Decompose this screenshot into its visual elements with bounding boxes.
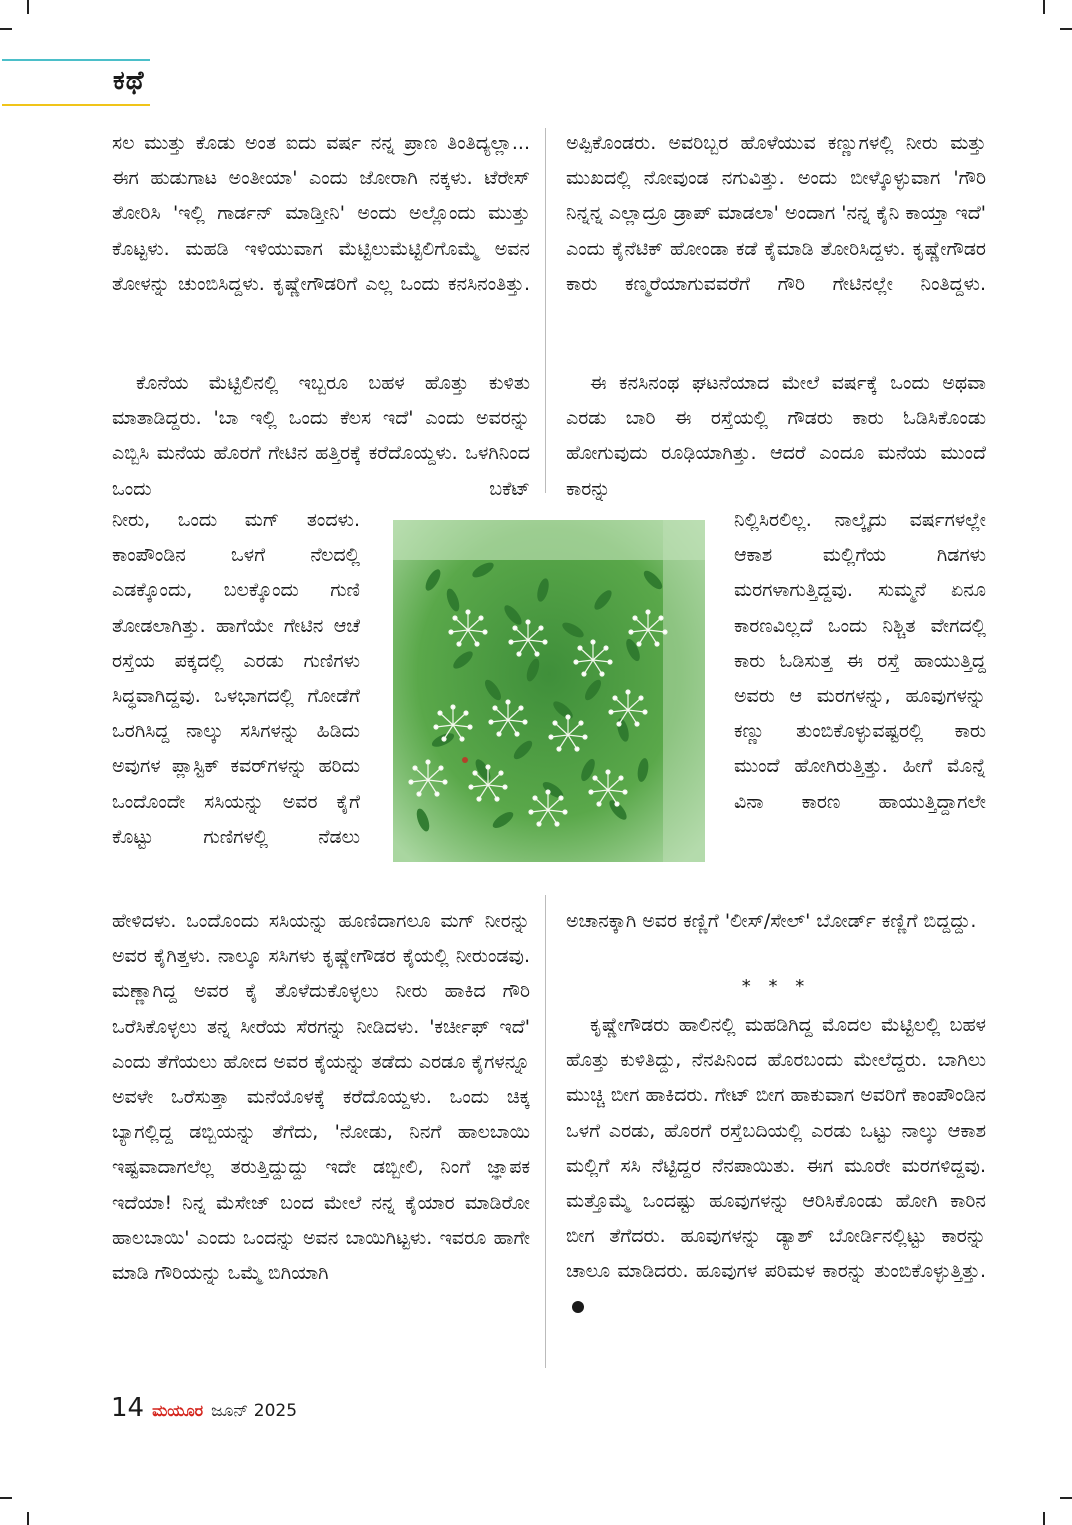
- section-break-stars: * * *: [741, 976, 811, 997]
- crop-mark: [0, 28, 12, 30]
- column-divider: [545, 128, 546, 493]
- end-bullet-icon: [572, 1301, 584, 1313]
- header-rule-top: [2, 59, 150, 61]
- left-column-wrap-text: ನೀರು, ಒಂದು ಮಗ್ ತಂದಳು. ಕಾಂಪೌಂಡಿನ ಒಳಗೆ ನೆಲದಲ್ಲಿ ಎಡಕ್ಕೊಂದು, ಬಲಕ್ಕೊಂದು ಗುಣಿ ತೋಡಲಾಗಿತ್ತು. ಹಾಗೆಯೇ ಗೇಟಿನ ಆಚೆ ರಸ್ತೆಯ ಪಕ್ಕದಲ್ಲಿ ಎರಡು ಗುಣಿಗಳು ಸಿದ್ಧವಾಗಿದ್ದವು. ಒಳಭಾಗದಲ್ಲಿ ಗೋಡೆಗೆ ಒರಗಿಸಿದ್ದ ನಾಲ್ಕು ಸಸಿಗಳನ್ನು ಹಿಡಿದು ಅವುಗಳ ಪ್ಲಾಸ್ಟಿಕ್ ಕವರ್‌ಗಳನ್ನು ಹರಿದು ಒಂದೊಂದೇ ಸಸಿಯನ್ನು ಅವರ ಕೈಗೆ ಕೊಟ್ಟು ಗುಣಿಗಳಲ್ಲಿ ನೆಡಲು: [112, 509, 360, 848]
- left-column-paragraph-2: ಕೊನೆಯ ಮೆಟ್ಟಿಲಿನಲ್ಲಿ ಇಬ್ಬರೂ ಬಹಳ ಹೊತ್ತು ಕುಳಿತು ಮಾತಾಡಿದ್ದರು. 'ಬಾ ಇಲ್ಲಿ ಒಂದು ಕೆಲಸ ಇದೆ' ಎಂದು ಅವರನ್ನು ಎಬ್ಬಿಸಿ ಮನೆಯ ಹೊರಗೆ ಗೇಟಿನ ಹತ್ತಿರಕ್ಕೆ ಕರೆದೊಯ್ದಳು. ಒಳಗಿನಿಂದ ಒಂದು ಬಕೆಟ್: [112, 372, 530, 500]
- header-rule-bottom: [2, 104, 150, 106]
- right-column-wrap-text: ನಿಲ್ಲಿಸಿರಲಿಲ್ಲ. ನಾಲ್ಕೈದು ವರ್ಷಗಳಲ್ಲೇ ಆಕಾಶ ಮಲ್ಲಿಗೆಯ ಗಿಡಗಳು ಮರಗಳಾಗುತ್ತಿದ್ದವು. ಸುಮ್ಮನೆ ಏನೂ ಕಾರಣವಿಲ್ಲದೆ ಒಂದು ನಿಶ್ಚಿತ ವೇಗದಲ್ಲಿ ಕಾರು ಓಡಿಸುತ್ತ ಈ ರಸ್ತೆ ಹಾಯುತ್ತಿದ್ದ ಅವರು ಆ ಮರಗಳನ್ನು, ಹೂವುಗಳನ್ನು ಕಣ್ಣು ತುಂಬಿಕೊಳ್ಳುವಷ್ಟರಲ್ಲಿ ಕಾರು ಮುಂದೆ ಹೋಗಿರುತ್ತಿತ್ತು. ಹೀಗೆ ಮೊನ್ನೆ ವಿನಾ ಕಾರಣ ಹಾಯುತ್ತಿದ್ದಾಗಲೇ: [734, 509, 986, 813]
- magazine-logo: ಮಯೂರ: [152, 1401, 204, 1420]
- crop-mark: [1043, 0, 1045, 14]
- page-number: 14: [111, 1393, 145, 1423]
- left-column-paragraph-1: ಸಲ ಮುತ್ತು ಕೊಡು ಅಂತ ಐದು ವರ್ಷ ನನ್ನ ಪ್ರಾಣ ತಿಂತಿದ್ಯಲ್ಲಾ... ಈಗ ಹುಡುಗಾಟ ಅಂತೀಯಾ' ಎಂದು ಜೋರಾಗಿ ನಕ್ಕಳು. ಟೆರೇಸ್ ತೋರಿಸಿ 'ಇಲ್ಲಿ ಗಾರ್ಡನ್ ಮಾಡ್ತೀನಿ' ಅಂದು ಅಲ್ಲೊಂದು ಮುತ್ತು ಕೊಟ್ಟಳು. ಮಹಡಿ ಇಳಿಯುವಾಗ ಮೆಟ್ಟಿಲುಮೆಟ್ಟಿಲಿಗೊಮ್ಮೆ ಅವನ ತೋಳನ್ನು ಚುಂಬಿಸಿದ್ದಳು. ಕೃಷ್ಣೇಗೌಡರಿಗೆ ಎಲ್ಲ ಒಂದು ಕನಸಿನಂತಿತ್ತು.: [112, 132, 530, 295]
- right-column-paragraph-1: ಅಪ್ಪಿಕೊಂಡರು. ಅವರಿಬ್ಬರ ಹೊಳೆಯುವ ಕಣ್ಣುಗಳಲ್ಲಿ ನೀರು ಮತ್ತು ಮುಖದಲ್ಲಿ ನೋವುಂಡ ನಗುವಿತ್ತು. ಅಂದು ಬೀಳ್ಕೊಳ್ಳುವಾಗ 'ಗೌರಿ ನಿನ್ನನ್ನ ಎಲ್ಲಾದ್ರೂ ಡ್ರಾಪ್ ಮಾಡಲಾ' ಅಂದಾಗ 'ನನ್ನ ಕೈನಿ ಕಾಯ್ತಾ ಇದೆ' ಎಂದು ಕೈನೆಟಿಕ್ ಹೋಂಡಾ ಕಡೆ ಕೈಮಾಡಿ ತೋರಿಸಿದ್ದಳು. ಕೃಷ್ಣೇಗೌಡರ ಕಾರು ಕಣ್ಮರೆಯಾಗುವವರೆಗೆ ಗೌರಿ ಗೇಟಿನಲ್ಲೇ ನಿಂತಿದ್ದಳು.: [566, 132, 986, 295]
- left-column-paragraph-3: ಹೇಳಿದಳು. ಒಂದೊಂದು ಸಸಿಯನ್ನು ಹೂಣಿದಾಗಲೂ ಮಗ್ ನೀರನ್ನು ಅವರ ಕೈಗಿತ್ತಳು. ನಾಲ್ಕೂ ಸಸಿಗಳು ಕೃಷ್ಣೇಗೌಡರ ಕೈಯಲ್ಲಿ ನೀರುಂಡವು. ಮಣ್ಣಾಗಿದ್ದ ಅವರ ಕೈ ತೊಳೆದುಕೊಳ್ಳಲು ನೀರು ಹಾಕಿದ ಗೌರಿ ಒರೆಸಿಕೊಳ್ಳಲು ತನ್ನ ಸೀರೆಯ ಸೆರಗನ್ನು ನೀಡಿದಳು. 'ಕರ್ಚೀಫ್ ಇದೆ' ಎಂದು ತೆಗೆಯಲು ಹೋದ ಅವರ ಕೈಯನ್ನು ತಡೆದು ಎರಡೂ ಕೈಗಳನ್ನೂ ಅವಳೇ ಒರೆಸುತ್ತಾ ಮನೆಯೊಳಕ್ಕೆ ಕರೆದೊಯ್ದಳು. ಒಂದು ಚಿಕ್ಕ ಬ್ಯಾಗಲ್ಲಿದ್ದ ಡಬ್ಬಿಯನ್ನು ತೆಗೆದು, 'ನೋಡು, ನಿನಗೆ ಹಾಲಬಾಯಿ ಇಷ್ಟವಾದಾಗಲೆಲ್ಲ ತರುತ್ತಿದ್ದುದ್ದು ಇದೇ ಡಬ್ಬೀಲಿ, ನಿಂಗೆ ಜ್ಞಾಪಕ ಇದೆಯಾ! ನಿನ್ನ ಮೆಸೇಜ್ ಬಂದ ಮೇಲೆ ನನ್ನ ಕೈಯಾರ ಮಾಡಿರೋ ಹಾಲಬಾಯಿ' ಎಂದು ಒಂದನ್ನು ಅವನ ಬಾಯಿಗಿಟ್ಟಳು. ಇವರೂ ಹಾಗೇ ಮಾಡಿ ಗೌರಿಯನ್ನು ಒಮ್ಮೆ ಬಿಗಿಯಾಗಿ: [112, 910, 530, 1285]
- right-column-paragraph-2: ಈ ಕನಸಿನಂಥ ಘಟನೆಯಾದ ಮೇಲೆ ವರ್ಷಕ್ಕೆ ಒಂದು ಅಥವಾ ಎರಡು ಬಾರಿ ಈ ರಸ್ತೆಯಲ್ಲಿ ಗೌಡರು ಕಾರು ಓಡಿಸಿಕೊಂಡು ಹೋಗುವುದು ರೂಢಿಯಾಗಿತ್ತು. ಆದರೆ ಎಂದೂ ಮನೆಯ ಮುಂದೆ ಕಾರನ್ನು: [566, 372, 986, 500]
- crop-mark: [27, 1512, 29, 1525]
- crop-mark: [0, 1497, 12, 1499]
- crop-mark: [27, 0, 29, 14]
- akasha-mallige-illustration: [393, 520, 705, 862]
- right-column-paragraph-3: ಅಚಾನಕ್ಕಾಗಿ ಅವರ ಕಣ್ಣಿಗೆ 'ಲೀಸ್/ಸೇಲ್' ಬೋರ್ಡ್ ಕಣ್ಣಿಗೆ ಬಿದ್ದದ್ದು.: [566, 910, 977, 932]
- section-title: ಕಥೆ: [113, 66, 145, 96]
- right-column-paragraph-4: [566, 1008, 986, 1325]
- crop-mark: [1060, 28, 1072, 30]
- issue-date: ಜೂನ್ 2025: [211, 1401, 298, 1421]
- crop-mark: [1060, 1497, 1072, 1499]
- column-divider: [545, 895, 546, 1368]
- closing-paragraph-text: ಕೃಷ್ಣೇಗೌಡರು ಹಾಲಿನಲ್ಲಿ ಮಹಡಿಗಿದ್ದ ಮೊದಲ ಮೆಟ್ಟಿಲಲ್ಲಿ ಬಹಳ ಹೊತ್ತು ಕುಳಿತಿದ್ದು, ನೆನಪಿನಿಂದ ಹೊರಬಂದು ಮೇಲೆದ್ದರು. ಬಾಗಿಲು ಮುಚ್ಚಿ ಬೀಗ ಹಾಕಿದರು. ಗೇಟ್ ಬೀಗ ಹಾಕುವಾಗ ಅವರಿಗೆ ಕಾಂಪೌಂಡಿನ ಒಳಗೆ ಎರಡು, ಹೊರಗೆ ರಸ್ತೆಬದಿಯಲ್ಲಿ ಎರಡು ಒಟ್ಟು ನಾಲ್ಕು ಆಕಾಶ ಮಲ್ಲಿಗೆ ಸಸಿ ನೆಟ್ಟಿದ್ದರ ನೆನಪಾಯಿತು. ಈಗ ಮೂರೇ ಮರಗಳಿದ್ದವು. ಮತ್ತೊಮ್ಮೆ ಒಂದಷ್ಟು ಹೂವುಗಳನ್ನು ಆರಿಸಿಕೊಂಡು ಹೋಗಿ ಕಾರಿನ ಬೀಗ ತೆಗೆದರು. ಹೂವುಗಳನ್ನು ಡ್ಯಾಶ್ ಬೋರ್ಡಿನಲ್ಲಿಟ್ಟು ಕಾರನ್ನು ಚಾಲೂ ಮಾಡಿದರು. ಹೂವುಗಳ ಪರಿಮಳ ಕಾರನ್ನು ತುಂಬಿಕೊಳ್ಳುತ್ತಿತ್ತು.: [566, 1014, 986, 1283]
- page-footer: [111, 1393, 297, 1423]
- crop-mark: [1043, 1512, 1045, 1525]
